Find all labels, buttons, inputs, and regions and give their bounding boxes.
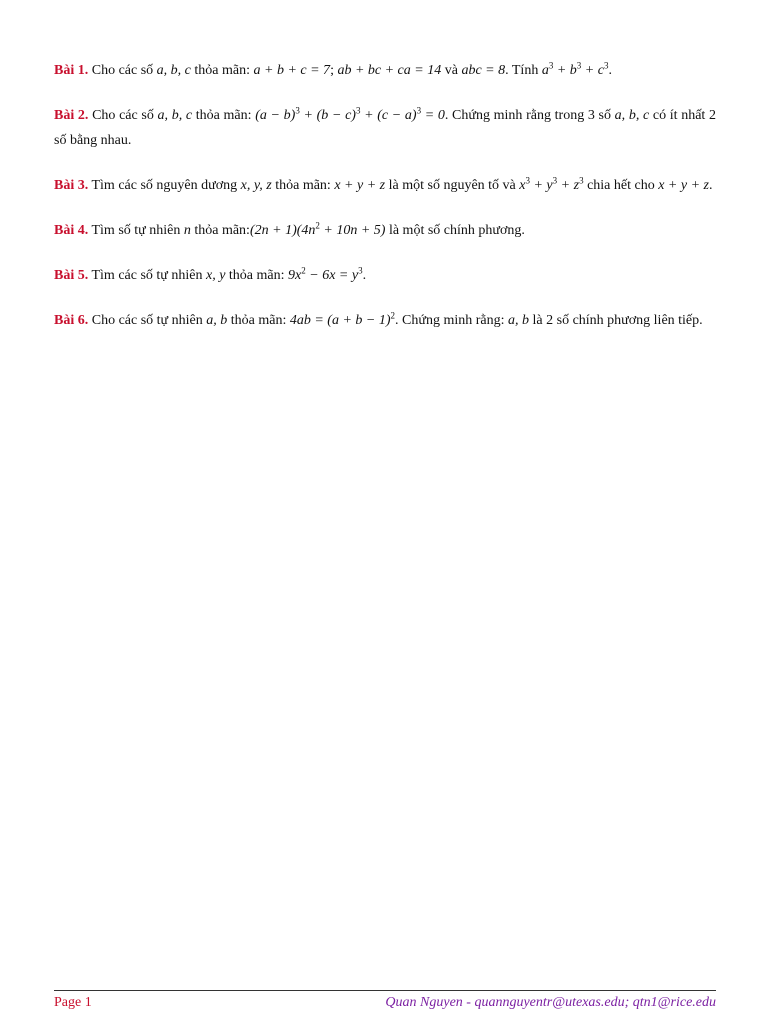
exponent: 3 [576,60,582,71]
math: + (b − c) [299,108,356,123]
math: a [541,63,549,78]
math: + z [557,178,580,193]
problem-1 [54,58,716,83]
math: x + y + z [334,178,386,193]
problem-text: Cho các số [88,108,158,123]
math: x [519,178,526,193]
problem-6 [54,308,716,333]
problem-text: . Chứng minh rằng trong 3 số [444,108,615,123]
problem-5 [54,263,716,288]
exponent: 2 [301,265,306,276]
problem-text: . [362,268,367,283]
problem-4 [54,218,716,243]
exponent: 3 [548,60,554,71]
exponent: 3 [552,175,558,186]
page-number: Page 1 [54,995,92,1010]
math: ab + bc + ca = 14 [337,63,442,78]
problem-text: Cho các số tự nhiên [88,313,207,328]
math: a, b, c [156,63,191,78]
exponent: 2 [390,310,396,321]
math: + 10n + 5) [319,223,386,238]
problem-text: chia hết cho [583,178,659,193]
math: (2n + 1)(4n [249,223,316,238]
math: n [183,223,191,238]
problem-text: thỏa mãn: [190,223,250,238]
math: = 0 [421,108,445,123]
math: a, b [206,313,228,328]
problem-label: Bài 6. [54,313,89,328]
problem-text: . Chứng minh rằng: [395,313,509,328]
problem-text: là 2 số chính phương liên tiếp. [529,313,703,328]
exponent: 3 [579,175,584,186]
exponent: 3 [358,265,363,276]
problem-text: thỏa mãn: [190,63,254,78]
math: + (c − a) [360,108,417,123]
math: + b [553,63,577,78]
math: x, y [205,268,226,283]
math: 9x [288,268,302,283]
problem-text: ; [330,63,338,78]
problem-3 [54,173,716,198]
exponent: 3 [525,175,530,186]
footer-divider [54,990,716,991]
exponent: 3 [355,105,361,116]
problem-list [54,58,716,353]
problem-text: có ít nhất 2 số bằng nhau. [54,108,716,148]
problem-text: thỏa mãn: [227,313,290,328]
problem-text: Cho các số [88,63,157,78]
exponent: 3 [603,60,609,71]
math: + c [581,63,604,78]
problem-text: và [441,63,462,78]
problem-text: Tìm các số tự nhiên [88,268,206,283]
math: a + b + c = 7 [253,63,331,78]
problem-text: là một số chính phương. [385,223,525,238]
problem-text: Tìm các số nguyên dương [88,178,241,193]
problem-2 [54,103,716,153]
problem-text: Tìm số tự nhiên [88,223,184,238]
math: abc = 8 [461,63,506,78]
math: a, b [508,313,530,328]
math: a, b, c [157,108,193,123]
problem-text: . Tính [505,63,542,78]
problem-label: Bài 3. [54,178,89,193]
math: a, b, c [614,108,650,123]
problem-label: Bài 1. [54,63,89,78]
math: + y [529,178,553,193]
problem-text: . [708,178,713,193]
math: x + y + z [658,178,709,193]
author-credit: Quan Nguyen - quannguyentr@utexas.edu; qtn1@rice.edu [385,995,716,1010]
math: 4ab = (a + b − 1) [289,313,391,328]
problem-text: thỏa mãn: [225,268,289,283]
math: x, y, z [240,178,272,193]
math: (a − b) [255,108,296,123]
problem-label: Bài 5. [54,268,89,283]
math: − 6x = y [305,268,359,283]
exponent: 3 [416,105,422,116]
problem-text: . [608,63,612,78]
problem-text: là một số nguyên tố và [385,178,520,193]
problem-text: thỏa mãn: [271,178,335,193]
problem-text: thỏa mãn: [192,108,256,123]
problem-label: Bài 2. [54,108,89,123]
exponent: 2 [315,220,320,231]
problem-label: Bài 4. [54,223,89,238]
exponent: 3 [295,105,300,116]
